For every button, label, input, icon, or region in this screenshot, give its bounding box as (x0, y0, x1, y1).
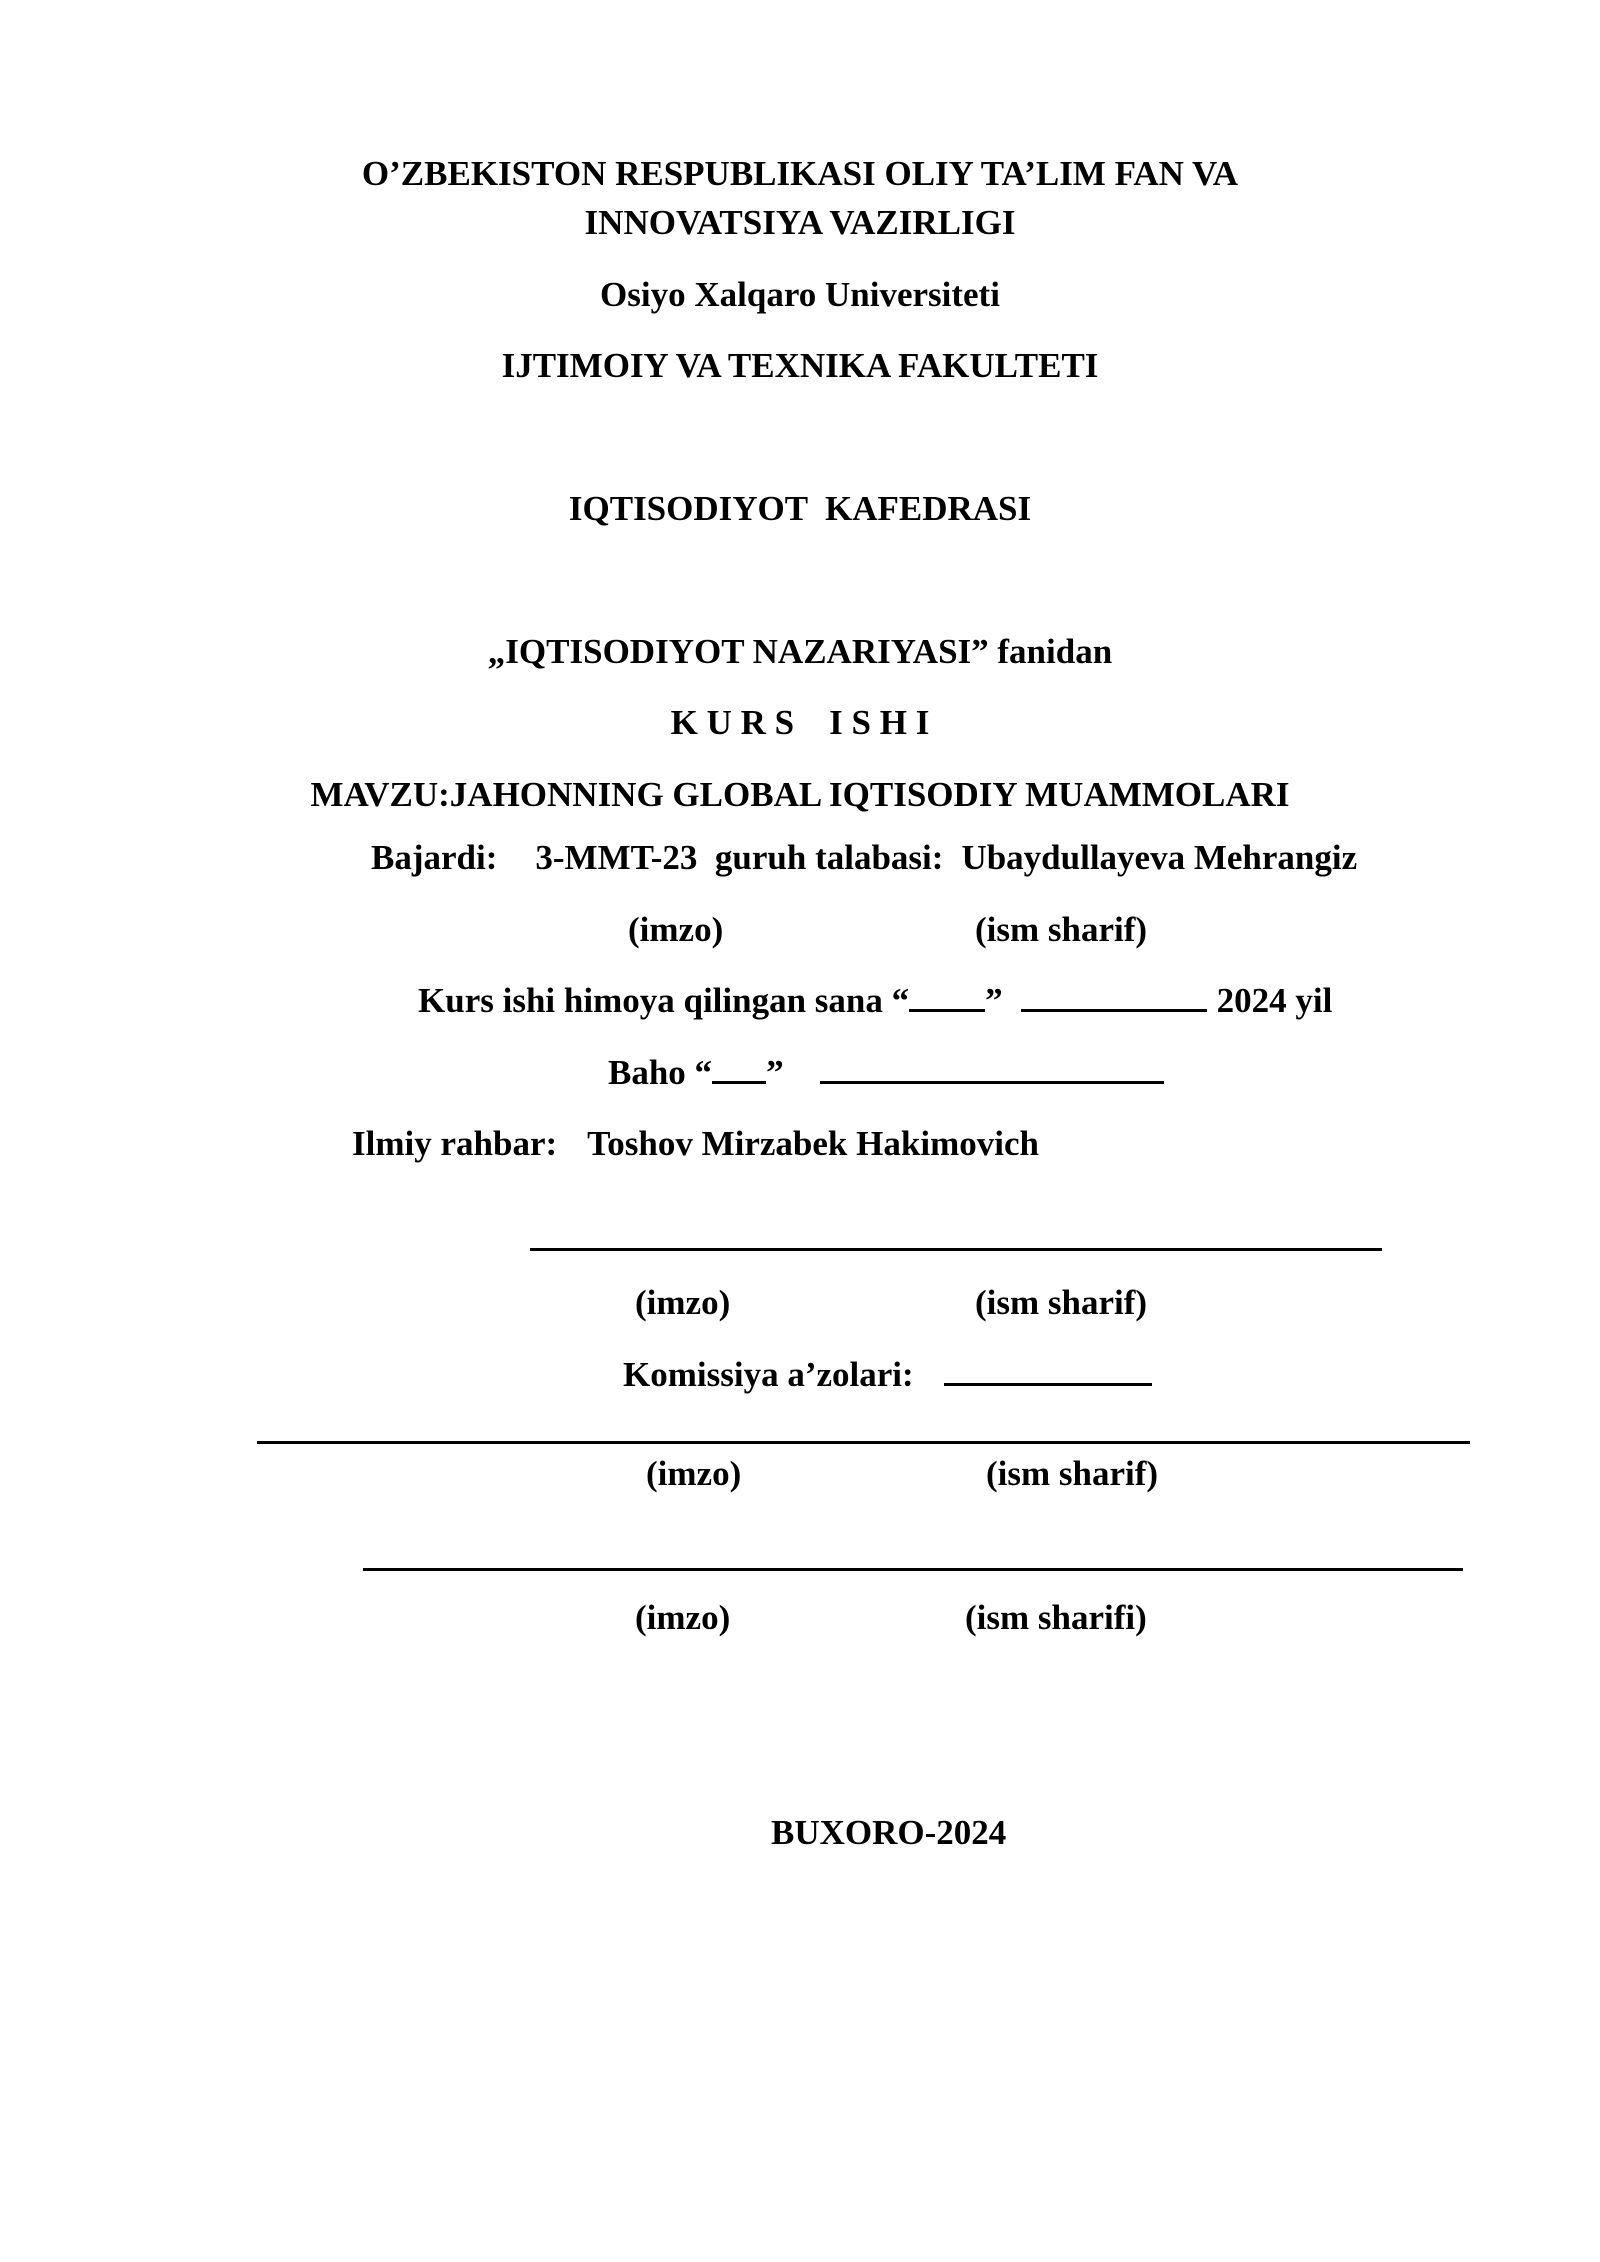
defense-date-prefix: Kurs ishi himoya qilingan sana “ (418, 981, 910, 1020)
commission-label: Komissiya a’zolari: (623, 1355, 914, 1394)
grade-signature-blank[interactable] (820, 1051, 1164, 1084)
supervisor-label: Ilmiy rahbar: (352, 1124, 558, 1163)
department-name: IQTISODIYOT KAFEDRASI (568, 489, 1032, 528)
commission-blank[interactable] (944, 1353, 1152, 1386)
student-line (371, 836, 1357, 880)
signature-label-ism-sharif-3: (ism sharif) (986, 1454, 1159, 1493)
signature-label-imzo-1: (imzo) (628, 910, 724, 949)
faculty-name: IJTIMOIY VA TEXNIKA FAKULTETI (501, 346, 1099, 385)
signature-label-imzo-4: (imzo) (635, 1598, 731, 1637)
student-group: 3-MMT-23 guruh talabasi: (535, 838, 944, 877)
signature-label-ism-sharif-1: (ism sharif) (975, 910, 1148, 949)
grade-line (608, 1051, 1164, 1095)
supervisor-name: Toshov Mirzabek Hakimovich (587, 1124, 1039, 1163)
supervisor-signature-line[interactable] (530, 1248, 1382, 1251)
commission-signature-line-2[interactable] (363, 1568, 1463, 1571)
grade-blank[interactable] (712, 1051, 766, 1084)
signature-label-ism-sharif-2: (ism sharif) (975, 1283, 1148, 1322)
discipline-line: „IQTISODIYOT NAZARIYASI” fanidan (487, 632, 1113, 671)
signature-label-imzo-3: (imzo) (646, 1454, 742, 1493)
student-label: Bajardi: (371, 838, 498, 877)
ministry-line-1: O’ZBEKISTON RESPUBLIKASI OLIY TA’LIM FAN VA (361, 154, 1239, 193)
grade-prefix: Baho “ (608, 1053, 713, 1092)
signature-label-imzo-2: (imzo) (635, 1283, 731, 1322)
defense-day-blank[interactable] (909, 979, 985, 1012)
defense-date-line (418, 979, 1332, 1023)
ministry-line-2: INNOVATSIYA VAZIRLIGI (584, 203, 1016, 242)
signature-label-ism-sharifi-4: (ism sharifi) (965, 1598, 1147, 1637)
defense-year: 2024 yil (1216, 981, 1333, 1020)
grade-quote-close: ” (766, 1053, 784, 1092)
university-name: Osiyo Xalqaro Universiteti (600, 275, 1000, 314)
topic-line: MAVZU:JAHONNING GLOBAL IQTISODIY MUAMMOLARI (310, 775, 1290, 814)
defense-month-blank[interactable] (1021, 979, 1207, 1012)
work-type-title: K U R S I S H I (670, 703, 930, 742)
student-name: Ubaydullayeva Mehrangiz (961, 838, 1358, 877)
supervisor-line (352, 1122, 1039, 1166)
commission-signature-line-1[interactable] (257, 1441, 1470, 1444)
defense-date-quote-close: ” (985, 981, 1003, 1020)
commission-line (623, 1353, 1152, 1397)
city-year: BUXORO-2024 (771, 1813, 1007, 1852)
